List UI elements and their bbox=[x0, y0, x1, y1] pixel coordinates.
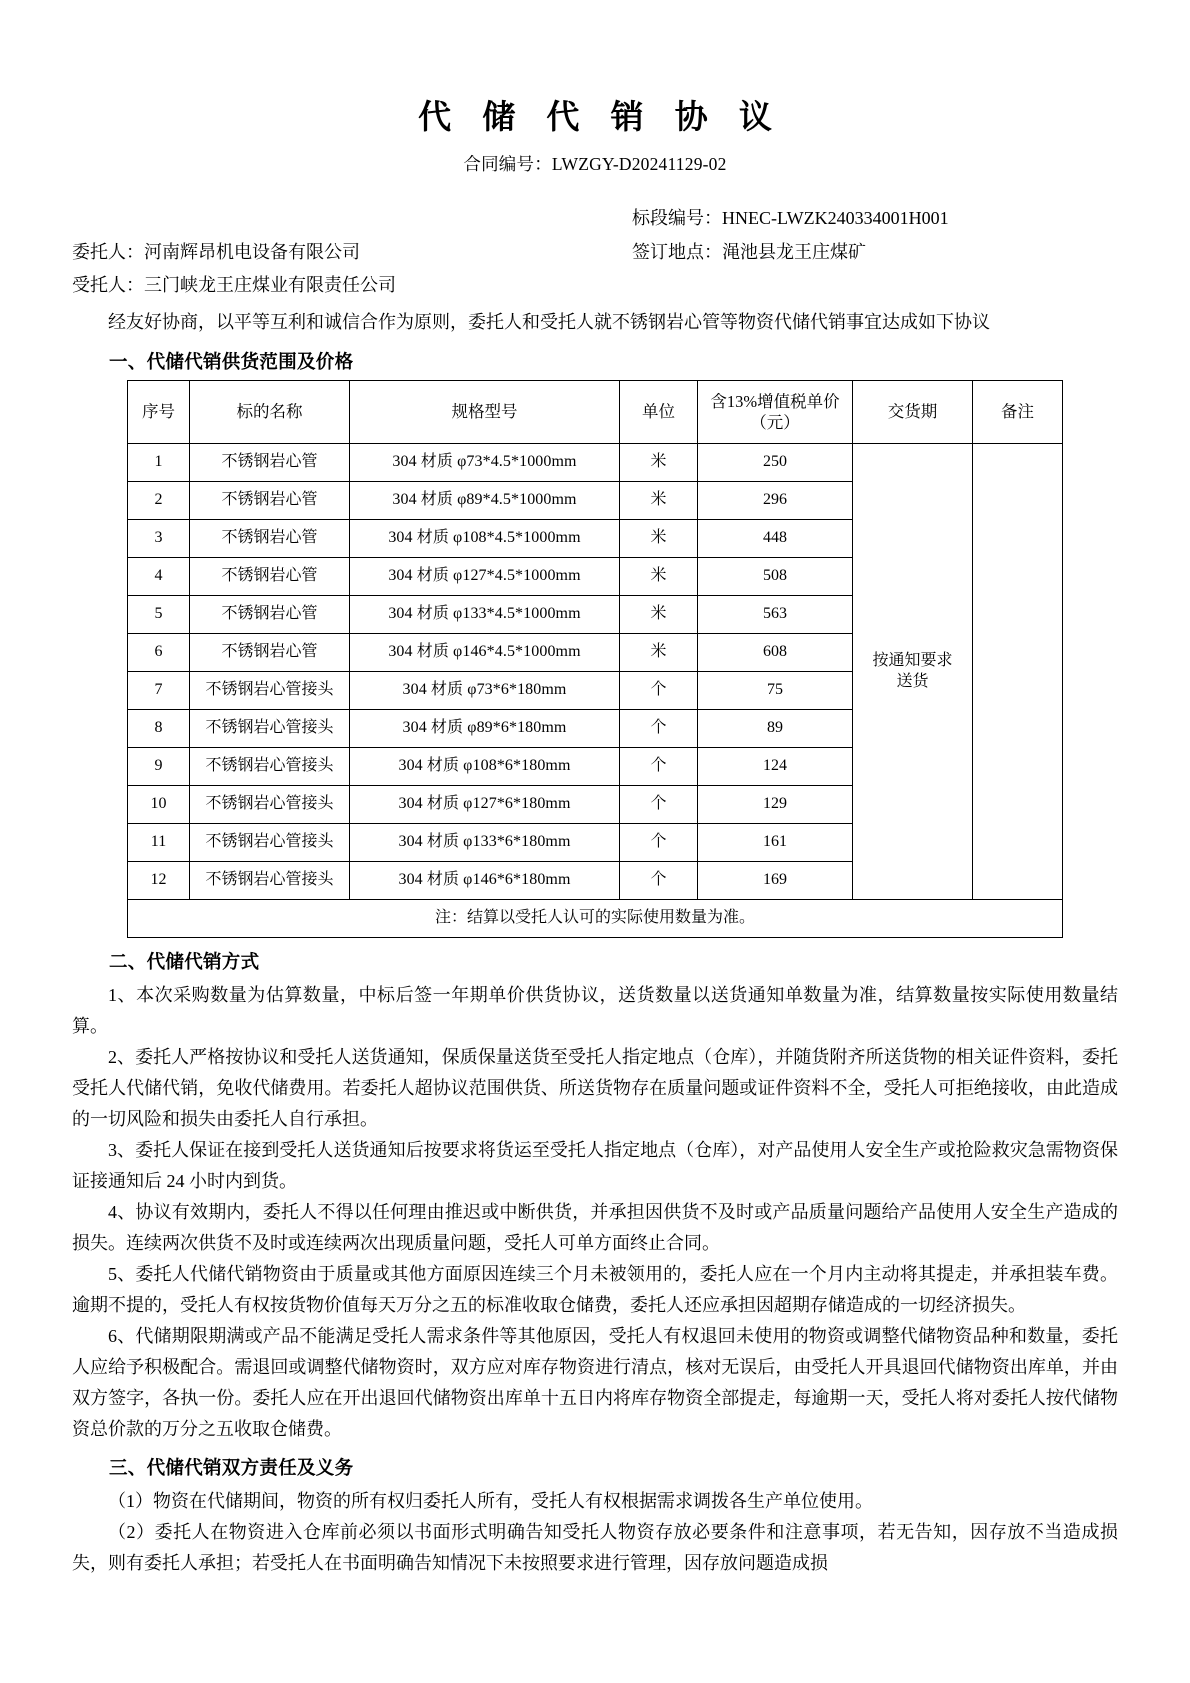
clause-3-1: （1）物资在代储期间，物资的所有权归委托人所有，受托人有权根据需求调拨各生产单位使用。 bbox=[108, 1491, 873, 1512]
table-body bbox=[128, 444, 1063, 938]
cell-no: 12 bbox=[128, 862, 190, 900]
cell-name: 不锈钢岩心管 bbox=[190, 520, 350, 558]
cell-price: 75 bbox=[698, 672, 853, 710]
cell-price: 296 bbox=[698, 482, 853, 520]
bid-section-row bbox=[72, 202, 1118, 235]
cell-unit: 个 bbox=[620, 824, 698, 862]
cell-spec: 304 材质 φ146*4.5*1000mm bbox=[350, 634, 620, 672]
cell-price: 608 bbox=[698, 634, 853, 672]
cell-spec: 304 材质 φ108*6*180mm bbox=[350, 748, 620, 786]
cell-remark-merged bbox=[973, 444, 1063, 900]
th-name: 标的名称 bbox=[190, 381, 350, 444]
contract-number: 合同编号：LWZGY-D20241129-02 bbox=[463, 154, 727, 175]
cell-unit: 米 bbox=[620, 520, 698, 558]
cell-spec: 304 材质 φ89*4.5*1000mm bbox=[350, 482, 620, 520]
cell-unit: 米 bbox=[620, 634, 698, 672]
bid-section-number: 标段编号：HNEC-LWZK240334001H001 bbox=[632, 208, 949, 229]
cell-delivery-merged bbox=[853, 444, 973, 900]
cell-price: 448 bbox=[698, 520, 853, 558]
preamble-paragraph: 经友好协商，以平等互利和诚信合作为原则，委托人和受托人就不锈钢岩心管等物资代储代销事宜达成如下协议 bbox=[108, 312, 990, 333]
cell-spec: 304 材质 φ127*4.5*1000mm bbox=[350, 558, 620, 596]
cell-no: 2 bbox=[128, 482, 190, 520]
cell-price: 161 bbox=[698, 824, 853, 862]
delivery-line-2: 送货 bbox=[896, 672, 929, 690]
cell-spec: 304 材质 φ146*6*180mm bbox=[350, 862, 620, 900]
page-title: 代 储 代 销 协 议 bbox=[418, 98, 783, 135]
cell-name: 不锈钢岩心管接头 bbox=[190, 862, 350, 900]
clause-2-1: 1、本次采购数量为估算数量，中标后签一年期单价供货协议，送货数量以送货通知单数量为准，结算数量按实际使用数量结算。 bbox=[72, 985, 1118, 1037]
cell-no: 10 bbox=[128, 786, 190, 824]
cell-spec: 304 材质 φ133*6*180mm bbox=[350, 824, 620, 862]
cell-spec: 304 材质 φ73*4.5*1000mm bbox=[350, 444, 620, 482]
cell-price: 89 bbox=[698, 710, 853, 748]
clause-2-2: 2、委托人严格按协议和受托人送货通知，保质保量送货至受托人指定地点（仓库），并随货附齐所送货物的相关证件资料，委托受托人代储代销，免收代储费用。若委托人超协议范围供货、所送货物存在质量问题或证件资料不全，受托人可拒绝接收，由此造成的一切风险和损失由委托人自行承担。 bbox=[72, 1047, 1118, 1129]
cell-unit: 米 bbox=[620, 558, 698, 596]
table-note: 注：结算以受托人认可的实际使用数量为准。 bbox=[128, 900, 1063, 938]
section-heading-one: 一、代储代销供货范围及价格 bbox=[109, 351, 354, 373]
table-row bbox=[128, 444, 1063, 482]
cell-no: 9 bbox=[128, 748, 190, 786]
th-remark: 备注 bbox=[973, 381, 1063, 444]
table-note-row bbox=[128, 900, 1063, 938]
th-price bbox=[698, 381, 853, 444]
clause-3-2: （2）委托人在物资进入仓库前必须以书面形式明确告知受托人物资存放必要条件和注意事项，若无告知，因存放不当造成损失，则有委托人承担；若受托人在书面明确告知情况下未按照要求进行管理，因存放问题造成损 bbox=[72, 1522, 1118, 1574]
th-price-line1: 含13%增值税单价 bbox=[710, 391, 840, 411]
section-heading-three: 三、代储代销双方责任及义务 bbox=[109, 1457, 354, 1479]
cell-no: 8 bbox=[128, 710, 190, 748]
cell-price: 169 bbox=[698, 862, 853, 900]
cell-unit: 个 bbox=[620, 862, 698, 900]
consignor-name: 委托人：河南辉昂机电设备有限公司 bbox=[72, 241, 360, 262]
cell-name: 不锈钢岩心管 bbox=[190, 444, 350, 482]
section-three-block bbox=[72, 1454, 1118, 1579]
clause-2-4: 4、协议有效期内，委托人不得以任何理由推迟或中断供货，并承担因供货不及时或产品质量问题给产品使用人安全生产造成的损失。连续两次供货不及时或连续两次出现质量问题，受托人可单方面终止合同。 bbox=[72, 1201, 1118, 1253]
cell-name: 不锈钢岩心管接头 bbox=[190, 748, 350, 786]
cell-unit: 个 bbox=[620, 672, 698, 710]
cell-price: 508 bbox=[698, 558, 853, 596]
consignee-row bbox=[72, 269, 1118, 302]
cell-unit: 米 bbox=[620, 596, 698, 634]
parties-block bbox=[72, 202, 1118, 302]
cell-spec: 304 材质 φ133*4.5*1000mm bbox=[350, 596, 620, 634]
cell-name: 不锈钢岩心管接头 bbox=[190, 824, 350, 862]
signing-place: 签订地点：渑池县龙王庄煤矿 bbox=[632, 241, 866, 262]
cell-spec: 304 材质 φ73*6*180mm bbox=[350, 672, 620, 710]
clause-2-3: 3、委托人保证在接到受托人送货通知后按要求将货运至受托人指定地点（仓库），对产品使用人安全生产或抢险救灾急需物资保证接通知后 24 小时内到货。 bbox=[72, 1139, 1118, 1191]
th-delivery: 交货期 bbox=[853, 381, 973, 444]
cell-unit: 个 bbox=[620, 786, 698, 824]
spacer-right bbox=[632, 269, 1118, 302]
cell-name: 不锈钢岩心管 bbox=[190, 482, 350, 520]
cell-price: 124 bbox=[698, 748, 853, 786]
consignor-row bbox=[72, 236, 1118, 269]
delivery-line-1: 按通知要求 bbox=[872, 651, 953, 669]
cell-name: 不锈钢岩心管接头 bbox=[190, 672, 350, 710]
cell-no: 1 bbox=[128, 444, 190, 482]
section-two-block bbox=[72, 948, 1118, 1444]
th-unit: 单位 bbox=[620, 381, 698, 444]
cell-name: 不锈钢岩心管接头 bbox=[190, 710, 350, 748]
goods-price-table bbox=[127, 380, 1063, 938]
th-price-line2: （元） bbox=[750, 413, 800, 433]
cell-spec: 304 材质 φ108*4.5*1000mm bbox=[350, 520, 620, 558]
cell-price: 563 bbox=[698, 596, 853, 634]
cell-no: 11 bbox=[128, 824, 190, 862]
th-spec: 规格型号 bbox=[350, 381, 620, 444]
cell-name: 不锈钢岩心管 bbox=[190, 634, 350, 672]
cell-price: 250 bbox=[698, 444, 853, 482]
cell-unit: 个 bbox=[620, 710, 698, 748]
cell-spec: 304 材质 φ127*6*180mm bbox=[350, 786, 620, 824]
cell-name: 不锈钢岩心管接头 bbox=[190, 786, 350, 824]
cell-no: 3 bbox=[128, 520, 190, 558]
cell-no: 6 bbox=[128, 634, 190, 672]
cell-unit: 个 bbox=[620, 748, 698, 786]
clause-2-6: 6、代储期限期满或产品不能满足受托人需求条件等其他原因，受托人有权退回未使用的物资或调整代储物资品种和数量，委托人应给予积极配合。需退回或调整代储物资时，双方应对库存物资进行清点，核对无误后，由受托人开具退回代储物资出库单，并由双方签字，各执一份。委托人应在开出退回代储物资出库单十五日内将库存物资全部提走，每逾期一天，受托人将对委托人按代储物资总价款的万分之五收取仓储费。 bbox=[72, 1325, 1118, 1439]
cell-no: 5 bbox=[128, 596, 190, 634]
cell-no: 7 bbox=[128, 672, 190, 710]
cell-unit: 米 bbox=[620, 444, 698, 482]
cell-no: 4 bbox=[128, 558, 190, 596]
cell-spec: 304 材质 φ89*6*180mm bbox=[350, 710, 620, 748]
cell-name: 不锈钢岩心管 bbox=[190, 558, 350, 596]
cell-unit: 米 bbox=[620, 482, 698, 520]
clause-2-5: 5、委托人代储代销物资由于质量或其他方面原因连续三个月未被领用的，委托人应在一个月内主动将其提走，并承担装车费。逾期不提的，受托人有权按货物价值每天万分之五的标准收取仓储费，委托人还应承担因超期存储造成的一切经济损失。 bbox=[72, 1263, 1118, 1315]
cell-name: 不锈钢岩心管 bbox=[190, 596, 350, 634]
consignee-name: 受托人：三门峡龙王庄煤业有限责任公司 bbox=[72, 274, 396, 295]
cell-price: 129 bbox=[698, 786, 853, 824]
th-no: 序号 bbox=[128, 381, 190, 444]
section-heading-two: 二、代储代销方式 bbox=[109, 951, 260, 973]
table-header-row bbox=[128, 381, 1063, 444]
